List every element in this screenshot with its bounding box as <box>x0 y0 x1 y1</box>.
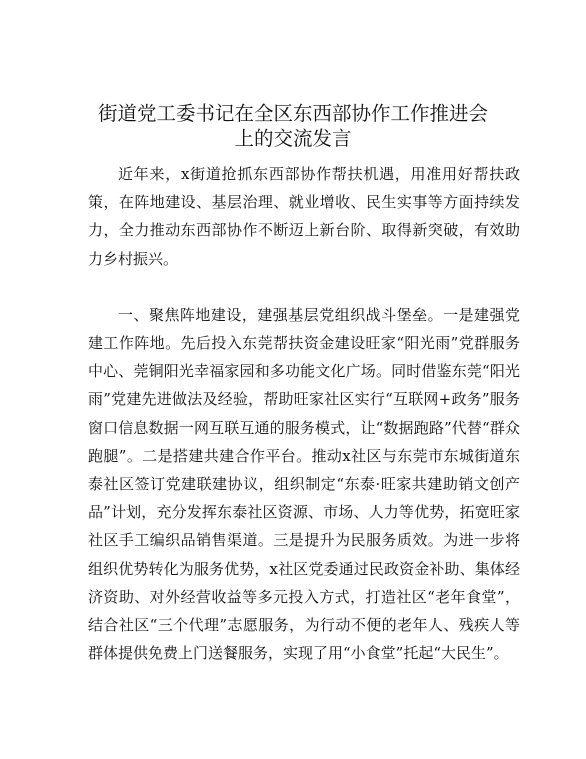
document-title <box>60 101 526 151</box>
title-line-2: 上的交流发言 <box>234 127 352 150</box>
paragraph-intro: 近年来，x街道抢抓东西部协作帮扶机遇，用准用好帮扶政策，在阵地建设、基层治理、就业增收、民生实事等方面持续发力，全力推动东西部协作不断迈上新台阶、取得新突破，有效助力乡村振兴。 <box>88 165 520 268</box>
paragraph-section-one: 一、聚焦阵地建设，建强基层党组织战斗堡垒。一是建强党建工作阵地。先后投入东莞帮扶资金建设旺家“阳光雨”党群服务中心、莞铜阳光幸福家园和多功能文化广场。同时借鉴东莞“阳光雨”党建先进做法及经验，帮助旺家社区实行“互联网+政务”服务窗口信息数据一网互联互通的服务模式，让“数据跑路”代替“群众跑腿”。二是搭建共建合作平台。推动x社区与东莞市东城街道东泰社区签订党建联建协议，组织制定“东泰·旺家共建助销文创产品”计划，充分发挥东泰社区资源、市场、人力等优势，拓宽旺家社区手工编织品销售渠道。三是提升为民服务质效。为进一步将组织优势转化为服务优势，x社区党委通过民政资金补助、集体经济资助、对外经营收益等多元投入方式，打造社区“老年食堂”，结合社区“三个代理”志愿服务，为行动不便的老年人、残疾人等群体提供免费上门送餐服务，实现了用“小食堂”托起“大民生”。 <box>88 305 520 663</box>
document-body <box>88 160 520 667</box>
title-line-1: 街道党工委书记在全区东西部协作工作推进会 <box>97 102 488 125</box>
